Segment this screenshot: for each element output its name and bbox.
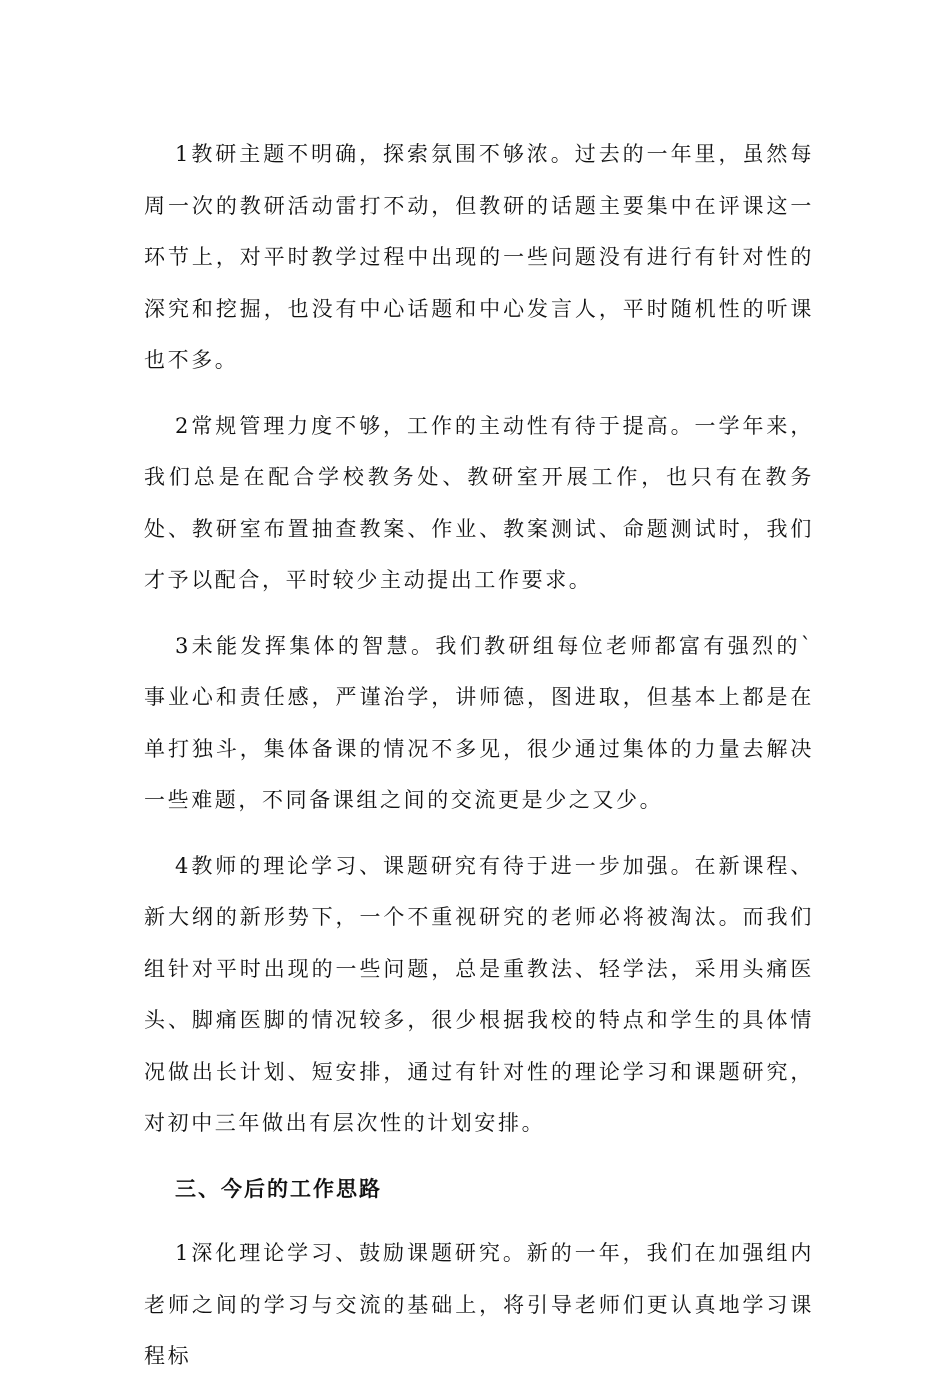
paragraph-1: 1教研主题不明确，探索氛围不够浓。过去的一年里，虽然每周一次的教研活动雷打不动，但教研的话题主要集中在评课这一环节上，对平时教学过程中出现的一些问题没有进行有针对性的深究和挖掘，也没有中心话题和中心发言人，平时随机性的听课也不多。 <box>144 142 814 372</box>
section-heading: 三、今后的工作思路 <box>175 1176 382 1201</box>
paragraph-5: 1深化理论学习、鼓励课题研究。新的一年，我们在加强组内老师之间的学习与交流的基础上，将引导老师们更认真地学习课程标 <box>144 1241 814 1368</box>
paragraph-4: 4教师的理论学习、课题研究有待于进一步加强。在新课程、新大纲的新形势下，一个不重视研究的老师必将被淘汰。而我们组针对平时出现的一些问题，总是重教法、轻学法，采用头痛医头、脚痛医脚的情况较多，很少根据我校的特点和学生的具体情况做出长计划、短安排，通过有针对性的理论学习和课题研究，对初中三年做出有层次性的计划安排。 <box>144 853 814 1135</box>
paragraph-3: 3未能发挥集体的智慧。我们教研组每位老师都富有强烈的`事业心和责任感，严谨治学，讲师德，图进取，但基本上都是在单打独斗，集体备课的情况不多见，很少通过集体的力量去解决一些难题，不同备课组之间的交流更是少之又少。 <box>144 633 814 812</box>
paragraph-2: 2常规管理力度不够，工作的主动性有待于提高。一学年来，我们总是在配合学校教务处、教研室开展工作，也只有在教务处、教研室布置抽查教案、作业、教案测试、命题测试时，我们才予以配合，平时较少主动提出工作要求。 <box>144 413 814 592</box>
document-body <box>144 129 814 1397</box>
